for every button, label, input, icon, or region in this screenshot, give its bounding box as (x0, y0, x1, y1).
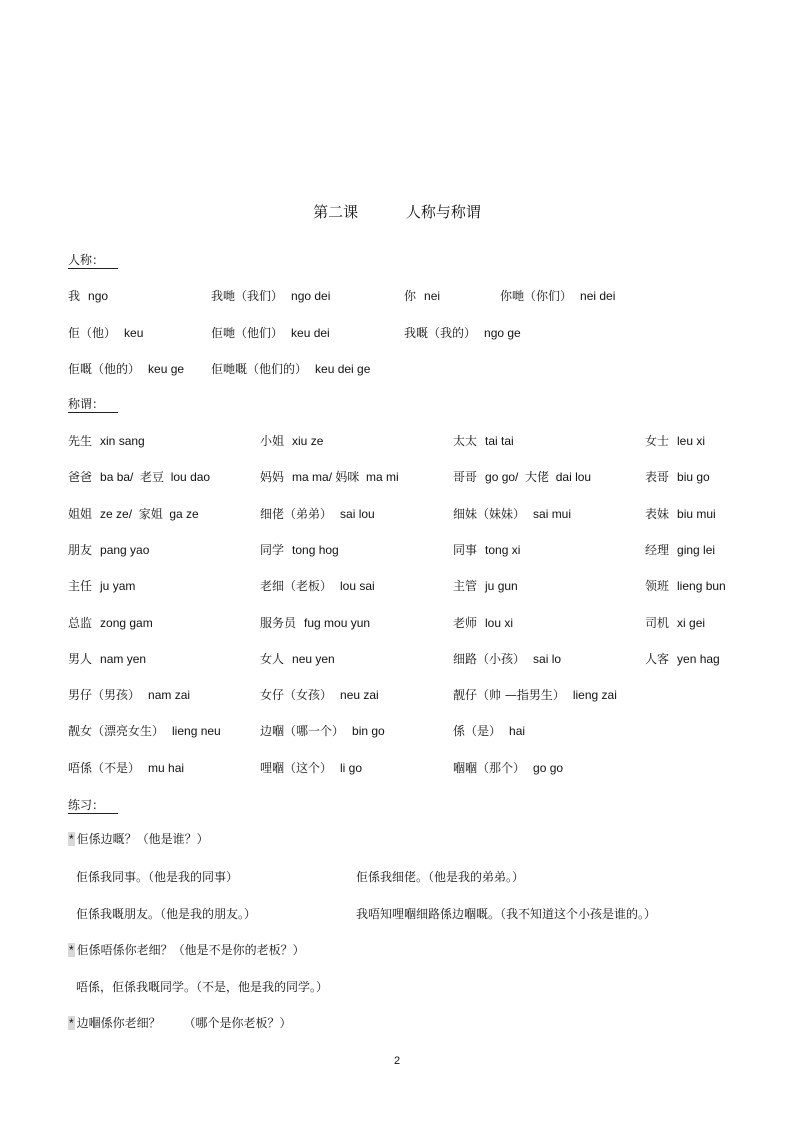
vocab-entry (260, 616, 370, 630)
vocab-pronunciation: xi gei (677, 615, 706, 630)
page-number: 2 (393, 1055, 401, 1067)
vocab-chinese: 男仔（男孩） (68, 688, 141, 703)
page-title: 第二课 人称与称谓 (313, 203, 481, 221)
vocab-pronunciation: bin go (352, 724, 385, 739)
vocab-chinese: 妈妈 (260, 470, 285, 485)
vocab-pronunciation: ju gun (485, 579, 518, 594)
vocab-pronunciation: leu xi (677, 434, 706, 448)
vocab-pronunciation: pang yao (100, 542, 150, 557)
vocab-chinese: 佢哋（他们） (211, 325, 284, 340)
vocab-pronunciation: go go/ 大佬 dai lou (485, 470, 592, 485)
vocab-chinese: 老细（老板） (260, 579, 333, 594)
vocab-chinese: 靓女（漂亮女生） (68, 724, 165, 739)
vocab-entry (211, 362, 370, 376)
vocab-chinese: 同学 (260, 542, 285, 557)
vocab-chinese: 我 (68, 289, 81, 303)
vocab-chinese: 边嗰（哪一个） (260, 724, 345, 739)
vocab-entry (68, 616, 153, 630)
vocab-chinese: 小姐 (260, 434, 285, 448)
vocab-entry (211, 289, 330, 303)
vocab-chinese: 司机 (645, 615, 670, 630)
vocab-entry (260, 688, 379, 702)
vocab-chinese: 太太 (453, 434, 478, 448)
vocab-chinese: 係（是） (453, 724, 502, 739)
vocab-pronunciation: neu zai (340, 688, 379, 703)
vocab-chinese: 表妹 (645, 506, 670, 521)
vocab-pronunciation: li go (340, 760, 363, 775)
vocab-pronunciation: xiu ze (292, 434, 324, 448)
vocab-entry (453, 724, 525, 738)
vocab-entry (260, 652, 335, 666)
vocab-entry (453, 507, 571, 521)
vocab-entry (68, 470, 210, 484)
vocab-pronunciation: go go (533, 760, 564, 775)
vocab-pronunciation: ging lei (677, 542, 716, 557)
vocab-chinese: 服务员 (260, 615, 297, 630)
vocab-entry (260, 543, 339, 557)
vocab-chinese: 老师 (453, 615, 478, 630)
practice-question-3: * 边嗰係你老细？ （哪个是你老板？） (69, 1016, 292, 1030)
vocab-pronunciation: biu go (677, 470, 710, 485)
vocab-pronunciation: ju yam (100, 579, 136, 594)
vocab-pronunciation: keu (124, 325, 144, 340)
vocab-chinese: 你 (404, 289, 417, 303)
vocab-pronunciation: lieng neu (172, 724, 221, 739)
vocab-entry (645, 470, 710, 484)
vocab-pronunciation: ba ba/ 老豆 lou dao (100, 470, 211, 485)
practice-answer: 佢係我同事。（他是我的同事） (76, 870, 239, 884)
vocab-chinese: 男人 (68, 651, 93, 666)
vocab-pronunciation: biu mui (677, 506, 716, 521)
vocab-pronunciation: neu yen (292, 651, 335, 666)
vocab-entry (453, 761, 563, 775)
vocab-entry (453, 470, 591, 484)
vocab-pronunciation: nei (424, 289, 441, 303)
vocab-pronunciation: nam zai (148, 688, 191, 703)
vocab-entry (453, 688, 617, 702)
vocab-pronunciation: ma ma/ 妈咪 ma mi (292, 470, 399, 485)
vocab-chinese: 表哥 (645, 470, 670, 485)
vocab-chinese: 细妹（妹妹） (453, 506, 526, 521)
vocab-pronunciation: sai lo (533, 651, 562, 666)
section-heading-titles: 称谓： (68, 397, 118, 413)
vocab-chinese: 哥哥 (453, 470, 478, 485)
vocab-entry (260, 434, 323, 448)
vocab-chinese: 佢哋嘅（他们的） (211, 362, 308, 376)
vocab-chinese: 靓仔（帅 —指男生） (453, 688, 565, 703)
section-heading-practice: 练习： (68, 798, 118, 814)
vocab-chinese: 佢（他） (68, 325, 117, 340)
vocab-chinese: 我嘅（我的） (404, 325, 477, 340)
vocab-entry (260, 470, 399, 484)
vocab-pronunciation: lou sai (340, 579, 375, 594)
practice-question-2: * 佢係唔係你老细？（他是不是你的老板？） (69, 943, 305, 957)
section-heading-pronouns: 人称： (68, 253, 118, 269)
vocab-chinese: 你哋（你们） (500, 289, 573, 303)
vocab-entry (68, 543, 149, 557)
vocab-entry (645, 434, 705, 448)
vocab-chinese: 女人 (260, 651, 285, 666)
vocab-pronunciation: keu dei (291, 325, 330, 340)
vocab-entry (645, 507, 716, 521)
vocab-chinese: 佢嘅（他的） (68, 362, 141, 376)
vocab-pronunciation: tong hog (292, 542, 339, 557)
vocab-chinese: 人客 (645, 651, 670, 666)
vocab-entry (645, 579, 726, 593)
vocab-pronunciation: tong xi (485, 542, 521, 557)
vocab-entry (260, 579, 375, 593)
vocab-entry (68, 289, 108, 303)
vocab-pronunciation: yen hag (677, 651, 720, 666)
vocab-chinese: 嗰嗰（那个） (453, 760, 526, 775)
vocab-entry (68, 434, 145, 448)
practice-answer: 我唔知哩嗰细路係边嗰嘅。（我不知道这个小孩是谁的。） (356, 907, 657, 921)
vocab-chinese: 我哋（我们） (211, 289, 284, 303)
vocab-pronunciation: lieng bun (677, 579, 726, 594)
vocab-chinese: 女仔（女孩） (260, 688, 333, 703)
vocab-chinese: 姐姐 (68, 506, 93, 521)
vocab-entry (68, 507, 199, 521)
vocab-entry (68, 652, 146, 666)
vocab-pronunciation: xin sang (100, 434, 145, 448)
vocab-pronunciation: ngo (88, 289, 109, 303)
vocab-chinese: 领班 (645, 579, 670, 594)
vocab-pronunciation: keu dei ge (315, 362, 371, 376)
vocab-pronunciation: ze ze/ 家姐 ga ze (100, 506, 199, 521)
vocab-pronunciation: lou xi (485, 615, 514, 630)
vocab-entry (68, 761, 184, 775)
vocab-pronunciation: hai (509, 724, 526, 739)
vocab-pronunciation: fug mou yun (304, 615, 371, 630)
vocab-entry (500, 289, 615, 303)
vocab-entry (645, 543, 715, 557)
vocab-chinese: 主任 (68, 579, 93, 594)
vocab-pronunciation: keu ge (148, 362, 185, 376)
practice-question-1: * 佢係边嘅？（他是谁？） (69, 832, 209, 846)
vocab-entry (260, 724, 385, 738)
vocab-entry (68, 724, 221, 738)
vocab-chinese: 细路（小孩） (453, 651, 526, 666)
vocab-pronunciation: ngo dei (291, 289, 331, 303)
vocab-entry (260, 507, 375, 521)
vocab-pronunciation: sai lou (340, 506, 375, 521)
vocab-entry (453, 543, 520, 557)
vocab-entry (404, 326, 521, 340)
vocab-pronunciation: zong gam (100, 615, 153, 630)
vocab-chinese: 爸爸 (68, 470, 93, 485)
vocab-pronunciation: nei dei (580, 289, 616, 303)
vocab-entry (453, 616, 513, 630)
vocab-chinese: 朋友 (68, 542, 93, 557)
vocab-entry (211, 326, 330, 340)
vocab-chinese: 主管 (453, 579, 478, 594)
vocab-entry (68, 688, 190, 702)
vocab-pronunciation: ngo ge (484, 325, 521, 340)
vocab-pronunciation: tai tai (485, 434, 514, 448)
practice-answer: 佢係我嘅朋友。（他是我的朋友。） (76, 907, 257, 921)
vocab-entry (645, 652, 720, 666)
vocab-chinese: 总监 (68, 615, 93, 630)
vocab-chinese: 哩嗰（这个） (260, 760, 333, 775)
vocab-chinese: 唔係（不是） (68, 760, 141, 775)
vocab-chinese: 细佬（弟弟） (260, 506, 333, 521)
vocab-chinese: 女士 (645, 434, 670, 448)
vocab-chinese: 经理 (645, 542, 670, 557)
vocab-pronunciation: sai mui (533, 506, 572, 521)
vocab-entry (453, 579, 518, 593)
vocab-entry (404, 289, 440, 303)
practice-answer: 唔係，佢係我嘅同学。（不是，他是我的同学。） (76, 980, 329, 994)
vocab-pronunciation: lieng zai (572, 688, 617, 703)
vocab-pronunciation: mu hai (148, 760, 185, 775)
vocab-entry (453, 652, 561, 666)
vocab-entry (453, 434, 514, 448)
practice-answer: 佢係我细佬。（他是我的弟弟。） (356, 870, 525, 884)
vocab-entry (68, 362, 184, 376)
vocab-entry (68, 326, 143, 340)
vocab-pronunciation: nam yen (100, 651, 147, 666)
vocab-chinese: 同事 (453, 542, 478, 557)
vocab-entry (68, 579, 135, 593)
vocab-entry (260, 761, 362, 775)
vocab-chinese: 先生 (68, 434, 93, 448)
vocab-entry (645, 616, 705, 630)
